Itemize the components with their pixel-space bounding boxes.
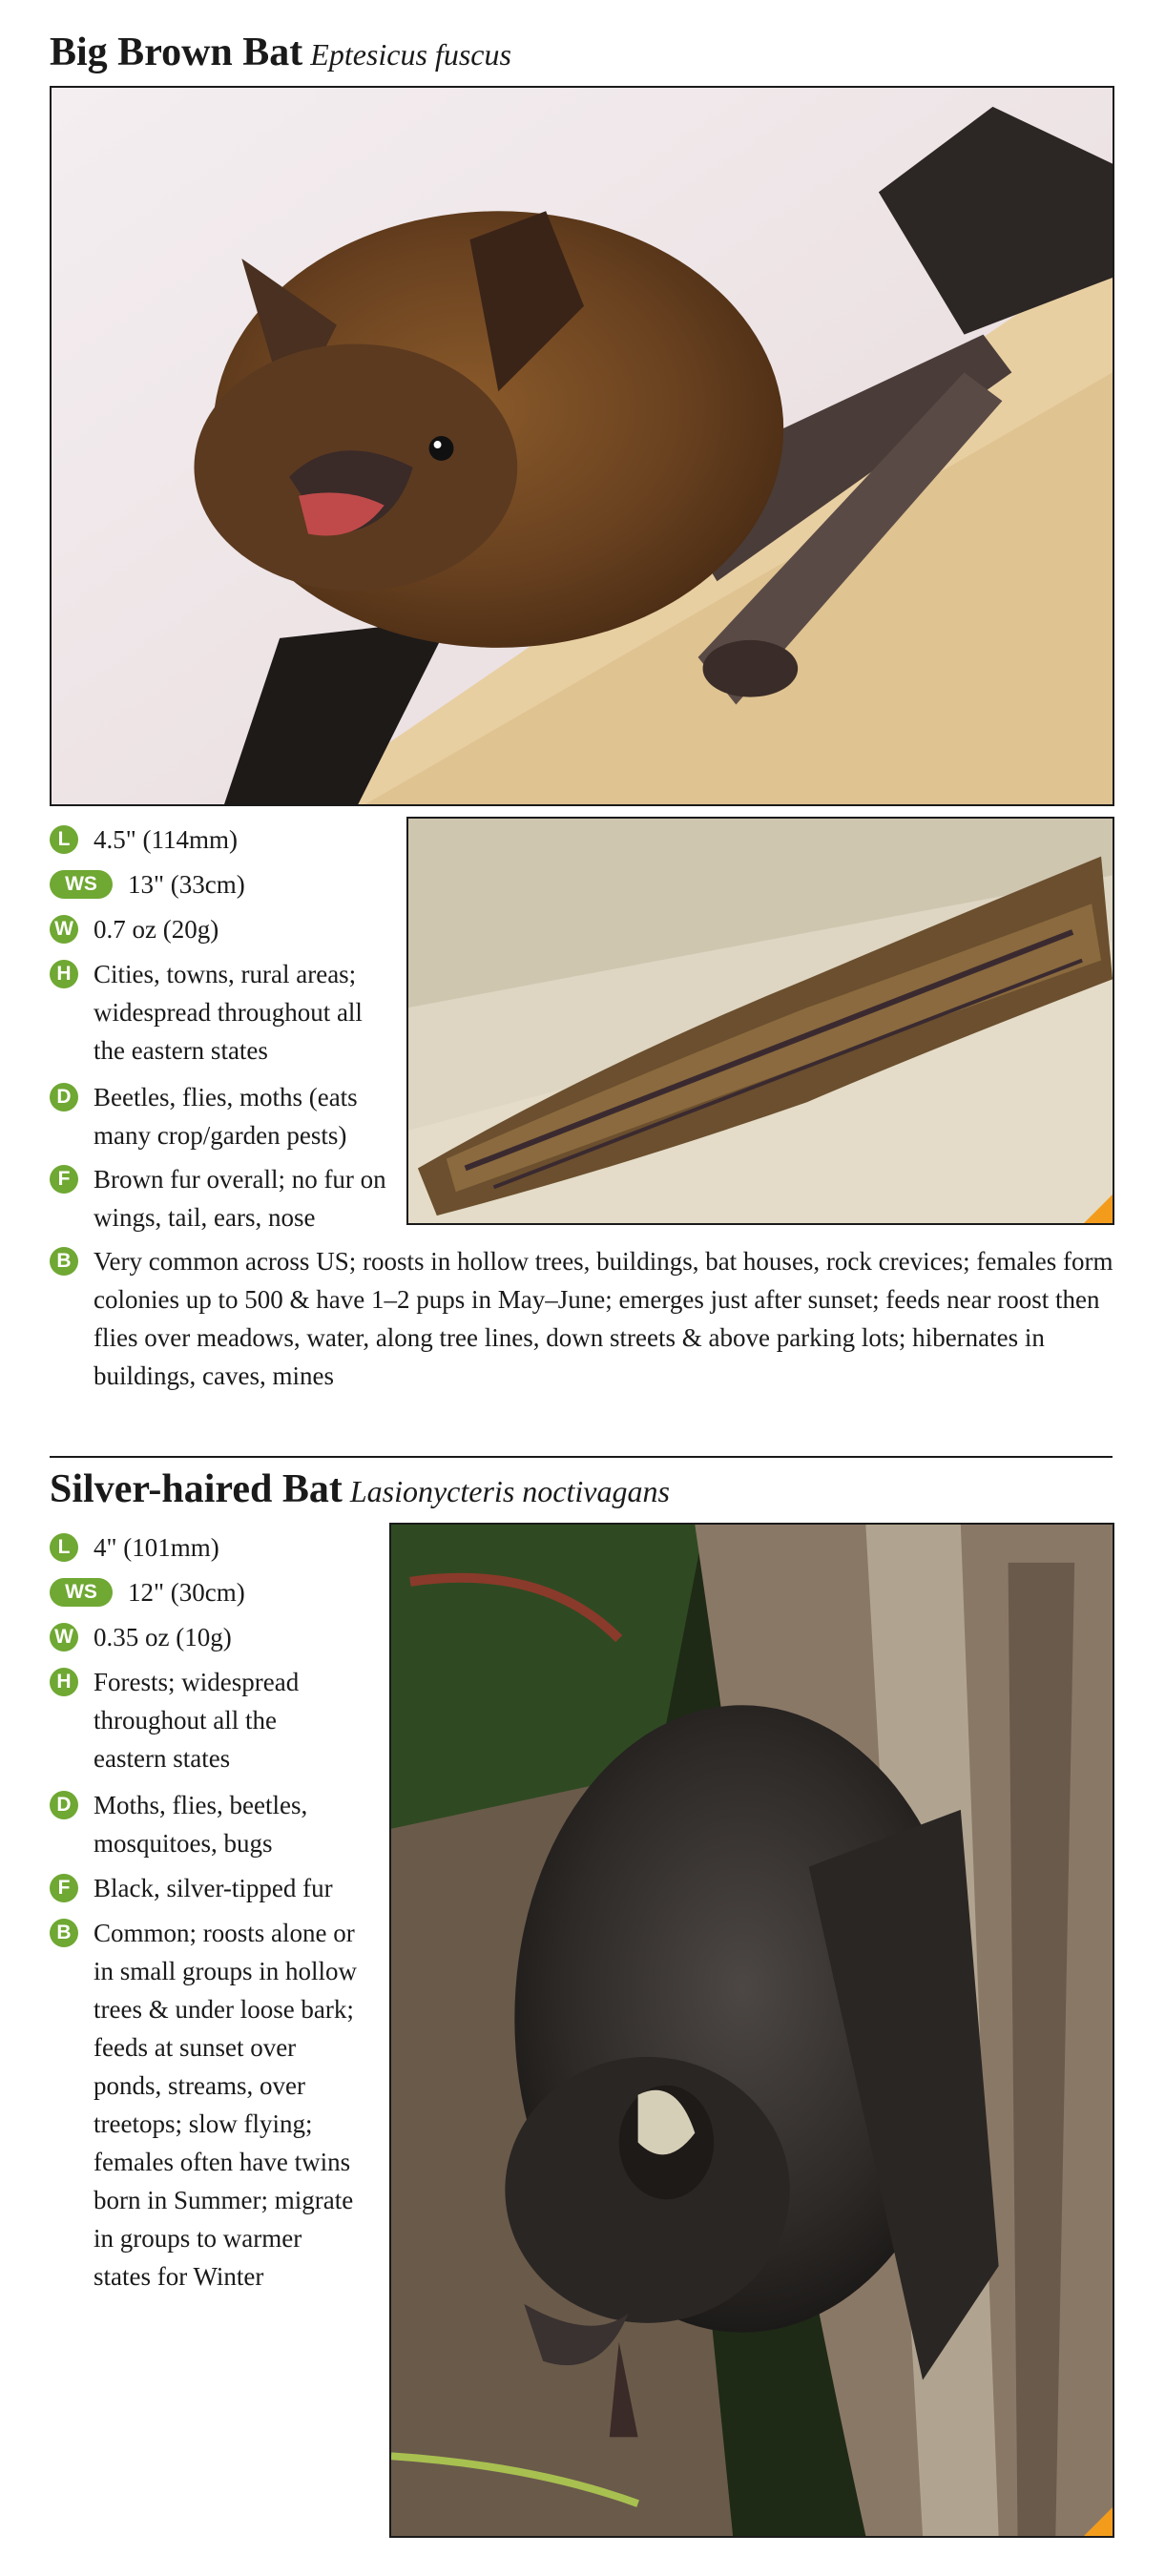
badge-b: B	[50, 1919, 78, 1947]
badge-h: H	[50, 960, 78, 988]
fact-diet	[50, 1078, 389, 1154]
corner-tab	[1084, 2507, 1113, 2536]
badge-l: L	[50, 1533, 78, 1562]
fact-habitat	[50, 1663, 322, 1777]
fact-text: Cities, towns, rural areas; widespread throughout all the eastern states	[94, 960, 363, 1065]
fact-features	[50, 1869, 370, 1907]
fact-text: 0.35 oz (10g)	[94, 1623, 232, 1652]
common-name: Silver-haired Bat	[50, 1467, 343, 1511]
fact-diet	[50, 1786, 322, 1862]
badge-f: F	[50, 1874, 78, 1902]
badge-ws: WS	[50, 870, 113, 899]
fact-text: Brown fur overall; no fur on wings, tail, ears, nose	[94, 1165, 386, 1232]
silver-haired-bat-photo	[389, 1523, 1114, 2538]
badge-h: H	[50, 1668, 78, 1696]
badge-d: D	[50, 1791, 78, 1819]
bat-colony-photo	[406, 817, 1114, 1225]
big-brown-bat-main-photo	[50, 86, 1114, 806]
fact-behavior	[50, 1914, 361, 2296]
fact-features	[50, 1160, 389, 1236]
badge-b: B	[50, 1247, 78, 1276]
badge-l: L	[50, 825, 78, 854]
species-title-big-brown-bat	[50, 29, 511, 78]
fact-habitat	[50, 955, 389, 1070]
species-title-silver-haired-bat	[50, 1465, 670, 1515]
fact-length	[50, 1528, 380, 1567]
fact-behavior	[50, 1242, 1114, 1395]
badge-d: D	[50, 1083, 78, 1111]
badge-w: W	[50, 1623, 78, 1652]
scientific-name: Lasionycteris noctivagans	[349, 1474, 670, 1508]
fact-text: Forests; widespread throughout all the eastern states	[94, 1668, 300, 1773]
common-name: Big Brown Bat	[50, 31, 303, 74]
badge-f: F	[50, 1165, 78, 1194]
fact-text: Common; roosts alone or in small groups in hollow trees & under loose bark; feeds at sunset over ponds, streams, over treetops; slow flying; females often have twins born in Summer; migrate in groups to warmer states for Winter	[94, 1919, 357, 2291]
section-divider	[50, 1456, 1113, 1458]
badge-w: W	[50, 915, 78, 944]
fact-text: 12" (30cm)	[128, 1578, 245, 1607]
scientific-name: Eptesicus fuscus	[310, 37, 511, 72]
fact-text: Very common across US; roosts in hollow trees, buildings, bat houses, rock crevices; females form colonies up to 500 & have 1–2 pups in May–June; emerges just after sunset; feeds near roost then flies over meadows, water, along tree lines, down streets & above parking lots; hibernates in buildings, caves, mines	[94, 1247, 1113, 1390]
fact-text: 4.5" (114mm)	[94, 825, 239, 854]
fact-text: Black, silver-tipped fur	[94, 1874, 333, 1902]
corner-tab	[1084, 1195, 1113, 1223]
fact-weight	[50, 1618, 370, 1656]
fact-length	[50, 821, 380, 859]
fact-text: 4" (101mm)	[94, 1533, 219, 1562]
fact-text: 13" (33cm)	[128, 870, 245, 899]
fact-wingspan	[50, 1573, 366, 1611]
fact-text: 0.7 oz (20g)	[94, 915, 219, 944]
fact-text: Moths, flies, beetles, mosquitoes, bugs	[94, 1791, 308, 1858]
fact-weight	[50, 910, 380, 948]
fact-wingspan	[50, 865, 376, 904]
fact-text: Beetles, flies, moths (eats many crop/garden pests)	[94, 1083, 358, 1150]
badge-ws: WS	[50, 1578, 113, 1607]
